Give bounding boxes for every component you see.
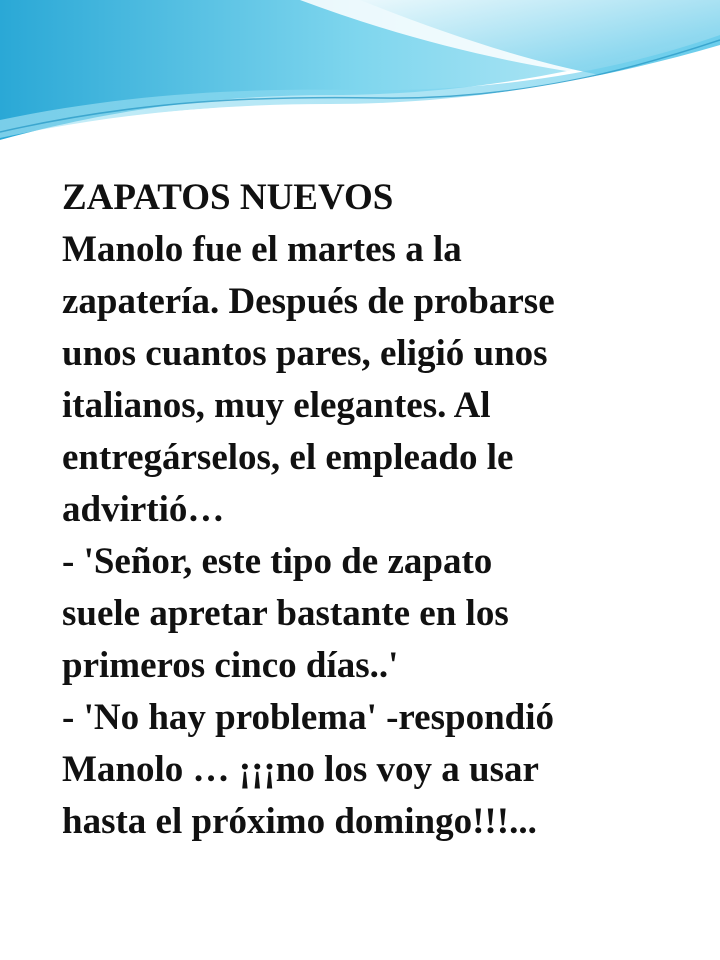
joke-line: Manolo fue el martes a la — [62, 229, 462, 270]
joke-text-block — [62, 172, 702, 848]
joke-line: suele apretar bastante en los — [62, 593, 509, 634]
joke-line: unos cuantos pares, eligió unos — [62, 333, 548, 374]
joke-line: advirtió… — [62, 489, 225, 530]
joke-line: - 'No hay problema' -respondió — [62, 697, 555, 738]
joke-line: Manolo … ¡¡¡no los voy a usar — [62, 749, 539, 790]
joke-line: hasta el próximo domingo!!!... — [62, 801, 537, 842]
joke-line: - 'Señor, este tipo de zapato — [62, 541, 493, 582]
joke-line: zapatería. Después de probarse — [62, 281, 555, 322]
joke-title: ZAPATOS NUEVOS — [62, 177, 394, 218]
joke-line: italianos, muy elegantes. Al — [62, 385, 491, 426]
wave-header-decoration — [0, 0, 720, 160]
joke-line: primeros cinco días..' — [62, 645, 399, 686]
joke-line: entregárselos, el empleado le — [62, 437, 514, 478]
